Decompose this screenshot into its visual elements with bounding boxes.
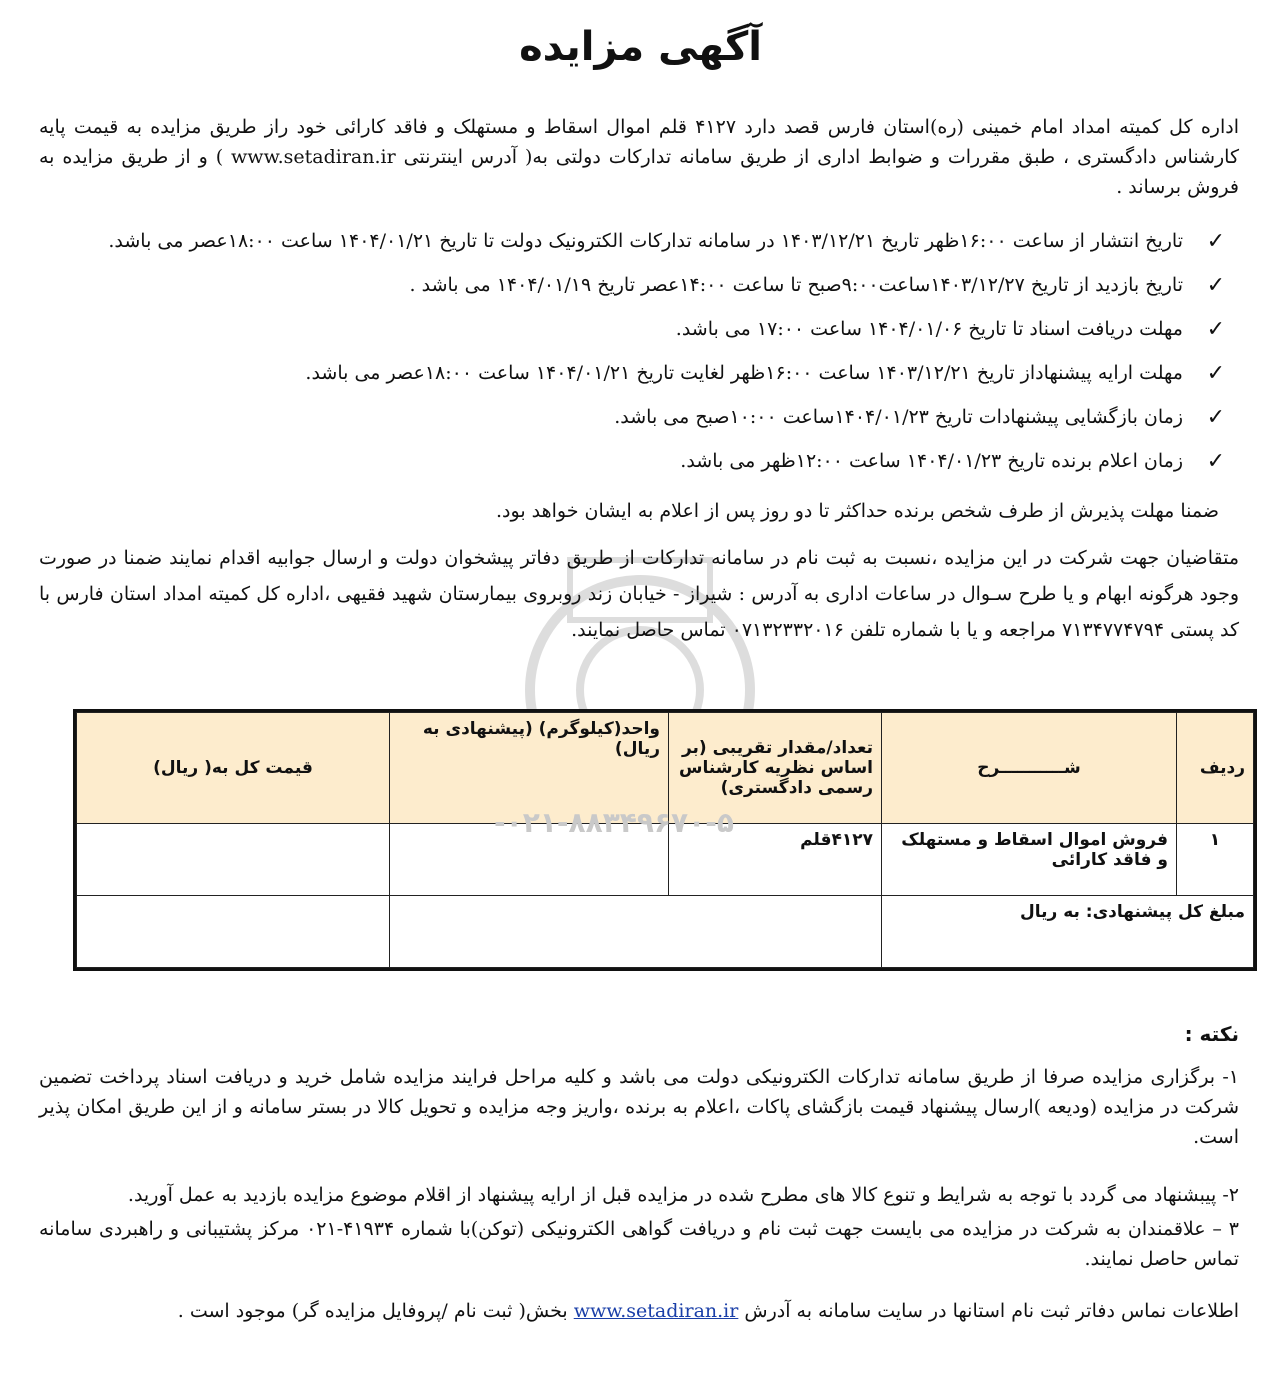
- column-header-unit-price: واحد(کیلوگرم) (پیشنهادی به ریال): [390, 713, 669, 824]
- checkmark-icon: ✓: [1206, 317, 1225, 342]
- checkmark-icon: ✓: [1206, 405, 1225, 430]
- table-total-row: [77, 896, 1254, 968]
- column-header-row-number: ردیف: [1177, 713, 1254, 824]
- contact-paragraph: متقاضیان جهت شرکت در این مزایده ،نسبت به ثبت نام در سامانه تدارکات از طریق دفاتر پیشخوان دولت و ارسال جوابیه اقدام نمایند ضمنا در صورت وجود هرگونه ابهام و یا طرح سـوال در ساعات اداری به آدرس : شیراز - خیابان زند روبروی بیمارستان شهید فقیهی ،اداره کل کمیته امداد استان فارس با کد پستی ۷۱۳۴۷۷۴۷۹۴ مراجعه و یا با شماره تلفن ۰۷۱۳۲۳۳۲۰۱۶ تماس حاصل نمایند.: [39, 547, 1239, 641]
- column-header-total-price: قیمت کل به( ریال): [77, 713, 390, 824]
- footer-paragraph: [39, 1296, 1239, 1326]
- note-item: ۳ – علاقمندان به شرکت در مزایده می بایست جهت ثبت نام و دریافت گواهی الکترونیکی (توکن)با شماره ۴۱۹۳۴-۰۲۱ مرکز پشتیبانی و راهبردی سامانه تماس حاصل نمایند.: [39, 1218, 1239, 1270]
- setadiran-link[interactable]: www.setadiran.ir: [573, 1300, 739, 1322]
- cell-description: فروش اموال اسقاط و مستهلک و فاقد کارائی: [882, 824, 1177, 896]
- footer-text-after: بخش( ثبت نام /پروفایل مزایده گر) موجود است .: [177, 1300, 568, 1322]
- schedule-item: ✓ تاریخ انتشار از ساعت ۱۶:۰۰ظهر تاریخ ۱۴۰۳/۱۲/۲۱ در سامانه تدارکات الکترونیک دولت تا تاریخ ۱۴۰۴/۰۱/۲۱ ساعت ۱۸:۰۰عصر می باشد.: [43, 226, 1183, 270]
- checkmark-icon: ✓: [1206, 361, 1225, 386]
- column-header-quantity: تعداد/مقدار تقریبی (بر اساس نظریه کارشناس رسمی دادگستری): [669, 713, 882, 824]
- cell-total-label: مبلغ کل پیشنهادی: به ریال: [882, 896, 1254, 968]
- checkmark-icon: ✓: [1206, 449, 1225, 474]
- intro-paragraph: اداره کل کمیته امداد امام خمینی (ره)استان فارس قصد دارد ۴۱۲۷ قلم اموال اسقاط و مستهلک و فاقد کارائی خود راز طریق مزایده به قیمت پایه کارشناس دادگستری ، طبق مقررات و ضوابط اداری از طریق سامانه تدارکات دولتی به( آدرس اینترنتی www.setadiran.ir ) و از طریق مزایده به فروش برساند .: [39, 116, 1239, 198]
- checkmark-icon: ✓: [1206, 229, 1225, 254]
- cell-total-value: [390, 896, 882, 968]
- note-item: ۱- برگزاری مزایده صرفا از طریق سامانه تدارکات الکترونیکی دولت می باشد و کلیه مراحل فرایند مزایده شامل خرید و دریافت اسناد پرداخت تضمین شرکت در مزایده (ودیعه )ارسال پیشنهاد قیمت بازگشای پاکات ،اعلام به برنده ،واریز وجه مزایده و تحویل کالا در بستر سامانه و از این طریق امکان پذیر است.: [39, 1066, 1239, 1148]
- cell-quantity: ۴۱۲۷قلم: [669, 824, 882, 896]
- watermark-phone: -۰۲۱-۸۸۳۴۹۶۷۰-۵: [494, 806, 734, 839]
- schedule-item: ✓ زمان بازگشایی پیشنهادات تاریخ ۱۴۰۴/۰۱/۲۳ساعت ۱۰:۰۰صبح می باشد.: [43, 402, 1183, 446]
- schedule-item: ✓ زمان اعلام برنده تاریخ ۱۴۰۴/۰۱/۲۳ ساعت ۱۲:۰۰ظهر می باشد.: [43, 446, 1183, 490]
- schedule-item: ✓ مهلت ارایه پیشنهاداز تاریخ ۱۴۰۳/۱۲/۲۱ ساعت ۱۶:۰۰ظهر لغایت تاریخ ۱۴۰۴/۰۱/۲۱ ساعت ۱۸:۰۰عصر می باشد.: [43, 358, 1183, 402]
- note-item: ۲- پیبشنهاد می گردد با توجه به شرایط و تنوع کالا های مطرح شده در مزایده قبل از ارایه پیشنهاد از اقلام موضوع مزایده بازدید به عمل آورید.: [127, 1184, 1239, 1206]
- cell-row-number: ۱: [1177, 824, 1254, 896]
- schedule-item: ✓ تاریخ بازدید از تاریخ ۱۴۰۳/۱۲/۲۷ساعت۹:۰۰صبح تا ساعت ۱۴:۰۰عصر تاریخ ۱۴۰۴/۰۱/۱۹ می باشد .: [43, 270, 1183, 314]
- auction-items-table: [76, 712, 1254, 968]
- cell-total-empty: [77, 896, 390, 968]
- column-header-description: شـــــــــــرح: [882, 713, 1177, 824]
- cell-total-price: [77, 824, 390, 896]
- notes-title: نکته :: [1184, 1022, 1239, 1046]
- schedule-item: ✓ مهلت دریافت اسناد تا تاریخ ۱۴۰۴/۰۱/۰۶ ساعت ۱۷:۰۰ می باشد.: [43, 314, 1183, 358]
- page-title: آگهی مزایده: [519, 24, 762, 70]
- checkmark-icon: ✓: [1206, 273, 1225, 298]
- schedule-list: [43, 226, 1225, 490]
- footer-text-before: اطلاعات نماس دفاتر ثبت نام استانها در سایت سامانه به آدرش: [744, 1300, 1239, 1322]
- acceptance-paragraph: ضمنا مهلت پذیرش از طرف شخص برنده حداکثر تا دو روز پس از اعلام به ایشان خواهد بود.: [496, 500, 1219, 522]
